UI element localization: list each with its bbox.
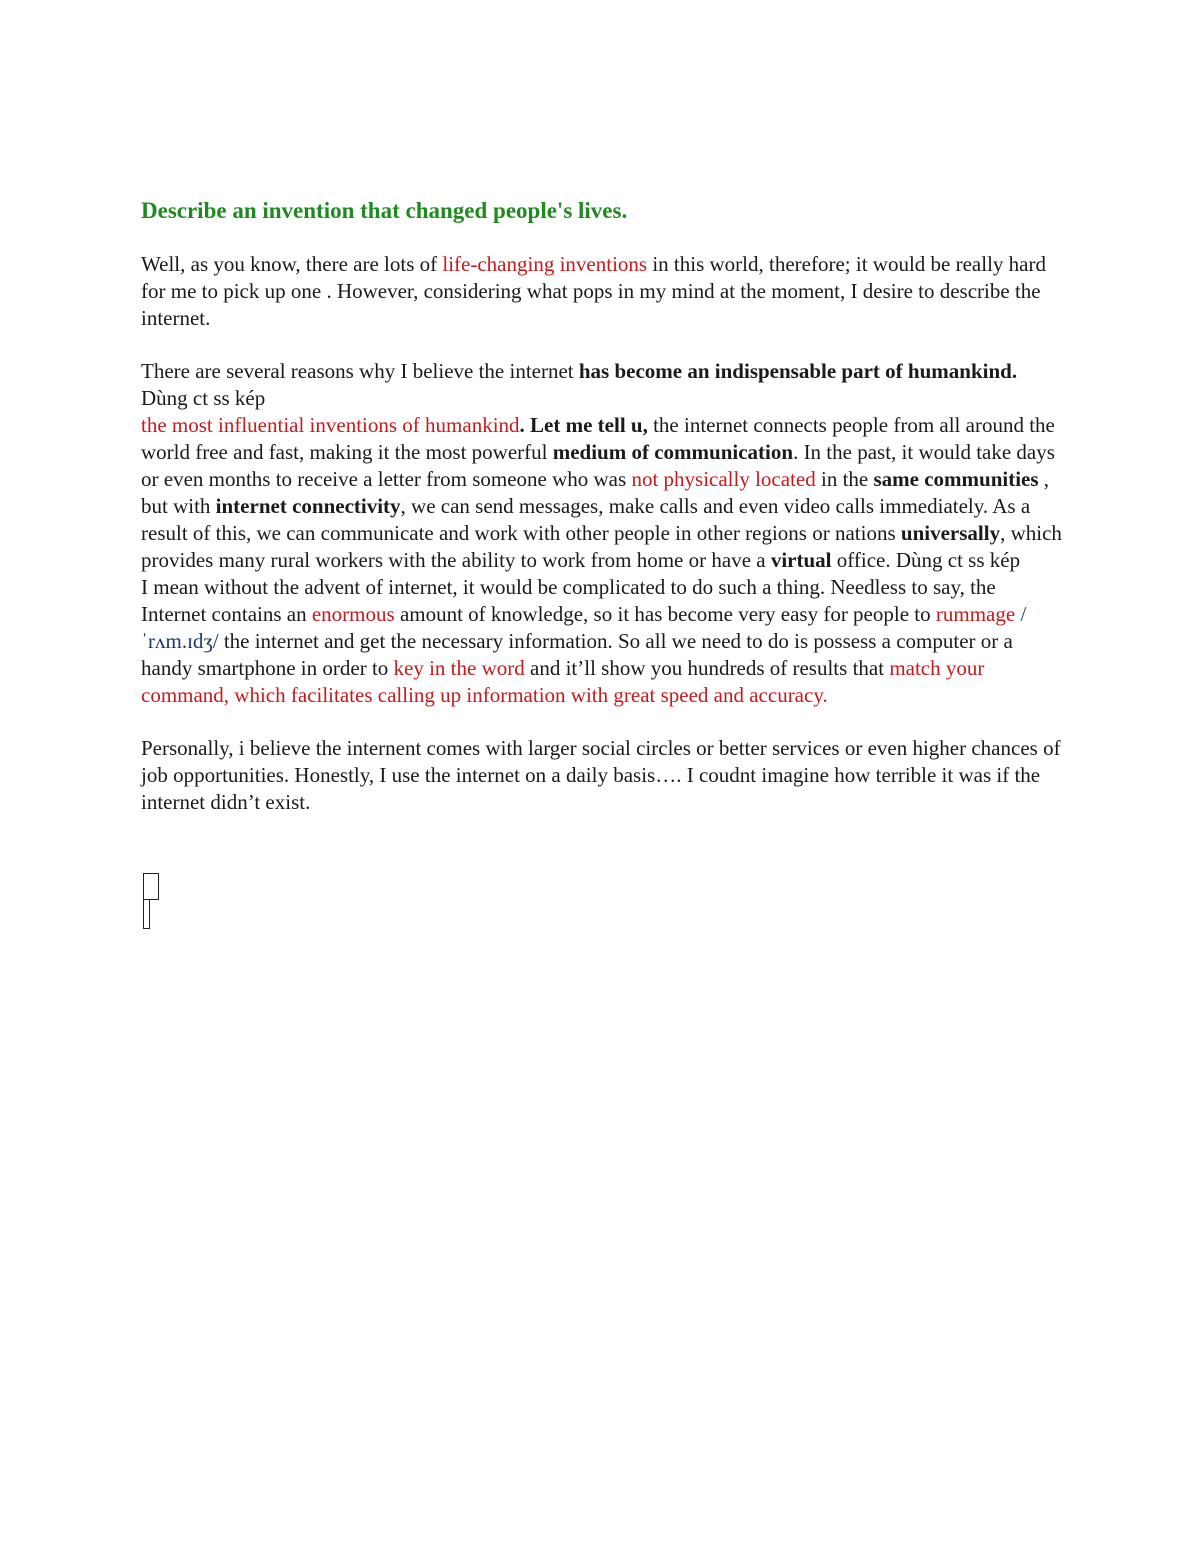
highlight-phrase: match your command, which facilitates calling up information with great speed and accuracy.: [141, 656, 985, 707]
note-text: Dùng ct ss kép: [141, 386, 266, 410]
note-text: office. Dùng ct ss kép: [831, 548, 1021, 572]
paragraph-intro: [141, 251, 1066, 332]
text-run: amount of knowledge, so it has become very easy for people to: [394, 602, 936, 626]
highlight-phrase: not physically located: [631, 467, 816, 491]
text-run: , which provides many rural workers with the ability to work from home or have a: [141, 521, 1062, 572]
text-run: . In the past, it would take days or even months to receive a letter from someone who was: [141, 440, 1055, 491]
text-run: I mean without the advent of internet, it would be complicated to do such a thing. Needless to say, the Internet contains an: [141, 575, 996, 626]
bold-phrase: . Let me tell u,: [519, 413, 648, 437]
text-run: in this world, therefore; it would be really hard for me to pick up one . However, considering what pops in my mind at the moment, I desire to describe the internet.: [141, 252, 1046, 330]
document-body: [141, 196, 1066, 816]
text-run: the internet connects people from all around the world free and fast, making it the most powerful: [141, 413, 1055, 464]
highlight-phrase: rummage: [935, 602, 1016, 626]
text-cursor-marker: [143, 899, 150, 929]
highlight-phrase: life-changing inventions: [442, 252, 648, 276]
bold-phrase: internet connectivity: [215, 494, 401, 518]
ipa-transcription: /ˈrʌm.ɪdʒ/: [141, 602, 1027, 653]
paragraph-personal: Personally, i believe the internent comes with larger social circles or better services or even higher chances of job opportunities. Honestly, I use the internet on a daily basis…. I coudnt imagine how terrible it was if the internet didn’t exist.: [141, 736, 1061, 814]
bold-phrase: medium of communication: [552, 440, 794, 464]
document-title: Describe an invention that changed people's lives.: [141, 198, 628, 223]
highlight-phrase: the most influential inventions of humankind: [141, 413, 520, 437]
bold-phrase: has become an indispensable part of humankind.: [578, 359, 1018, 383]
text-run: There are several reasons why I believe the internet: [141, 359, 579, 383]
highlight-phrase: enormous: [311, 602, 395, 626]
text-run: , we can send messages, make calls and even video calls immediately. As a result of this, we can communicate and work with other people in other regions or nations: [141, 494, 1031, 545]
highlight-phrase: key in the word: [388, 656, 525, 680]
text-run: the internet and get the necessary information. So all we need to do is possess a computer or a handy smartphone: [141, 629, 1013, 680]
bold-phrase: same communities: [873, 467, 1039, 491]
paragraph-reasons: [141, 358, 1066, 709]
text-run: and it’ll show you hundreds of results that: [524, 656, 890, 680]
text-run: in the: [815, 467, 874, 491]
text-run: , but with: [141, 467, 1050, 518]
text-run: in order to: [300, 656, 389, 680]
bold-phrase: universally: [900, 521, 1001, 545]
bold-phrase: virtual: [770, 548, 832, 572]
text-run: Well, as you know, there are lots of: [141, 252, 443, 276]
text-cursor-marker: [143, 873, 159, 900]
